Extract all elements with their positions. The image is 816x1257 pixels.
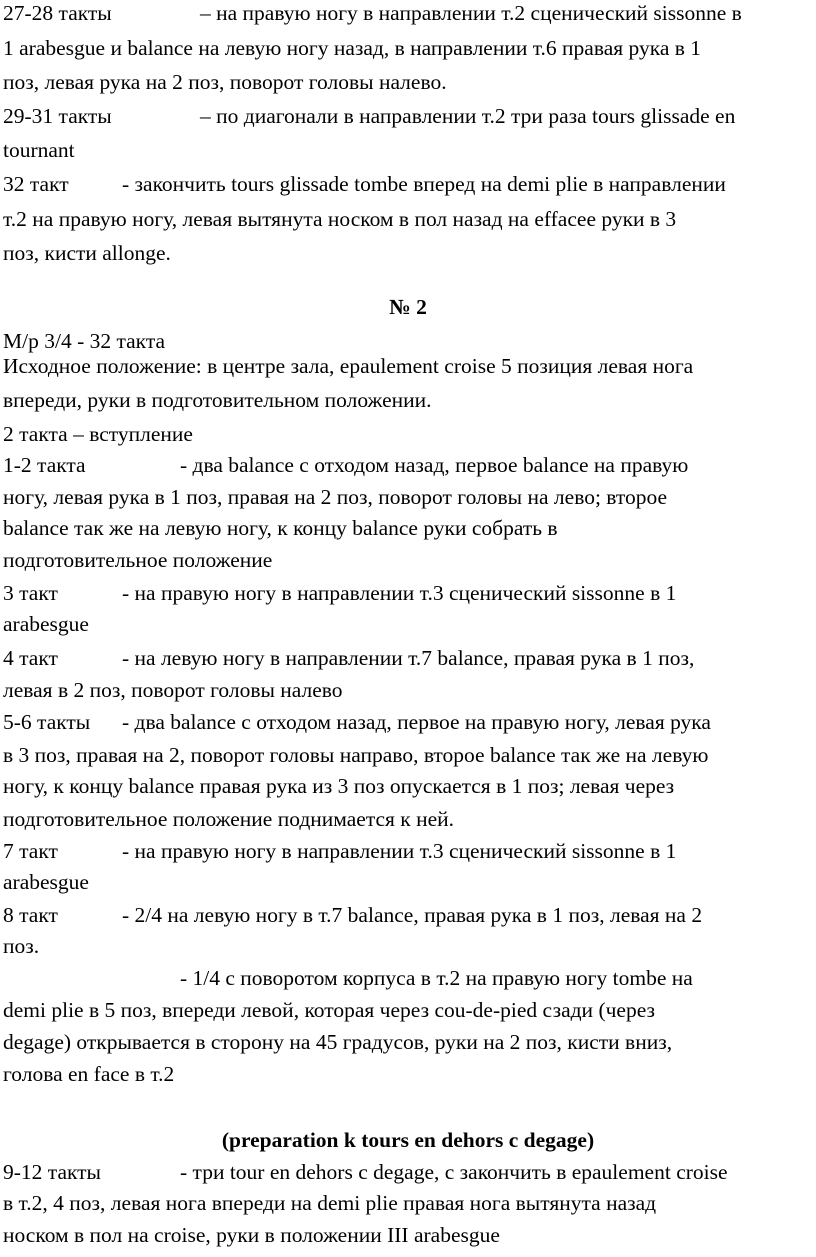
bar-label: 1-2 такта <box>3 453 86 477</box>
line-text: - на правую ногу в направлении т.3 сценический sissonne в 1 <box>122 839 677 863</box>
bar-label: 3 такт <box>3 581 58 605</box>
text-line: т.2 на правую ногу, левая вытянута носком в пол назад на effacee руки в 3 <box>3 207 677 231</box>
text-line <box>3 455 688 477</box>
text-line: в т.2, 4 поз, левая нога впереди на demi plie правая нога вытянута назад <box>3 1191 657 1215</box>
text-line: поз. <box>3 934 40 958</box>
text-line: degage) открывается в сторону на 45 градусов, руки на 2 поз, кисти вниз, <box>3 1030 673 1054</box>
text-line: balance так же на левую ногу, к концу balance руки собрать в <box>3 516 558 540</box>
text-line: Исходное положение: в центре зала, epaulement croise 5 позиция левая нога <box>3 354 694 378</box>
text-line <box>3 106 735 128</box>
text-line: подготовительное положение поднимается к ней. <box>3 807 455 831</box>
bar-label: 8 такт <box>3 903 58 927</box>
bar-label: 9-12 такты <box>3 1160 101 1184</box>
line-text: - на правую ногу в направлении т.3 сценический sissonne в 1 <box>122 581 677 605</box>
text-line: поз, левая рука на 2 поз, поворот головы налево. <box>3 70 447 94</box>
text-line: ногу, к концу balance правая рука из 3 поз опускается в 1 поз; левая через <box>3 774 675 798</box>
text-line <box>3 583 676 605</box>
text-line <box>3 712 711 734</box>
text-line: - 1/4 с поворотом корпуса в т.2 на правую ногу tombe на <box>180 966 693 990</box>
text-line: М/р 3/4 - 32 такта <box>3 329 166 353</box>
text-line: arabesgue <box>3 612 89 636</box>
line-text: – на правую ногу в направлении т.2 сценический sissonne в <box>200 1 742 25</box>
text-line: подготовительное положение <box>3 548 273 572</box>
section-heading: № 2 <box>389 295 427 319</box>
bar-label: 5-6 такты <box>3 710 91 734</box>
text-line: 1 arabesgue и balance на левую ногу назад, в направлении т.6 правая рука в 1 <box>3 36 702 60</box>
text-line: ногу, левая рука в 1 поз, правая на 2 поз, поворот головы на лево; второе <box>3 485 668 509</box>
line-text: - три tour en dehors c degage, с закончить в epaulement croise <box>180 1160 728 1184</box>
text-line <box>3 905 702 927</box>
text-line <box>3 841 676 863</box>
line-text: - два balance с отходом назад, первое balance на правую <box>180 453 689 477</box>
text-line <box>3 1162 728 1184</box>
text-line <box>3 648 694 670</box>
text-line: поз, кисти allonge. <box>3 241 171 265</box>
bar-label: 32 такт <box>3 172 69 196</box>
line-text: – по диагонали в направлении т.2 три раза tours glissade en <box>200 104 736 128</box>
line-text: - 2/4 на левую ногу в т.7 balance, правая рука в 1 поз, левая на 2 <box>122 903 703 927</box>
text-line: голова en face в т.2 <box>3 1062 175 1086</box>
text-line: впереди, руки в подготовительном положении. <box>3 388 432 412</box>
line-text: - на левую ногу в направлении т.7 balance, правая рука в 1 поз, <box>122 646 695 670</box>
text-line: 2 такта – вступление <box>3 422 193 446</box>
text-line: носком в пол на croise, руки в положении III arabesgue <box>3 1223 500 1247</box>
line-text: - закончить tours glissade tombe вперед на demi plie в направлении <box>122 172 726 196</box>
bar-label: 7 такт <box>3 839 58 863</box>
section-subheading: (preparation k tours en dehors c degage) <box>221 1128 595 1152</box>
text-line: левая в 2 поз, поворот головы налево <box>3 678 343 702</box>
text-line: в 3 поз, правая на 2, поворот головы направо, второе balance так же на левую <box>3 743 709 767</box>
bar-label: 4 такт <box>3 646 58 670</box>
text-line <box>3 174 726 196</box>
bar-label: 29-31 такты <box>3 104 112 128</box>
text-line <box>3 3 742 25</box>
bar-label: 27-28 такты <box>3 1 112 25</box>
text-line: tournant <box>3 138 75 162</box>
text-line: arabesgue <box>3 870 89 894</box>
line-text: - два balance с отходом назад, первое на правую ногу, левая рука <box>122 710 711 734</box>
text-line: demi plie в 5 поз, впереди левой, которая через cou-de-pied сзади (через <box>3 998 656 1022</box>
